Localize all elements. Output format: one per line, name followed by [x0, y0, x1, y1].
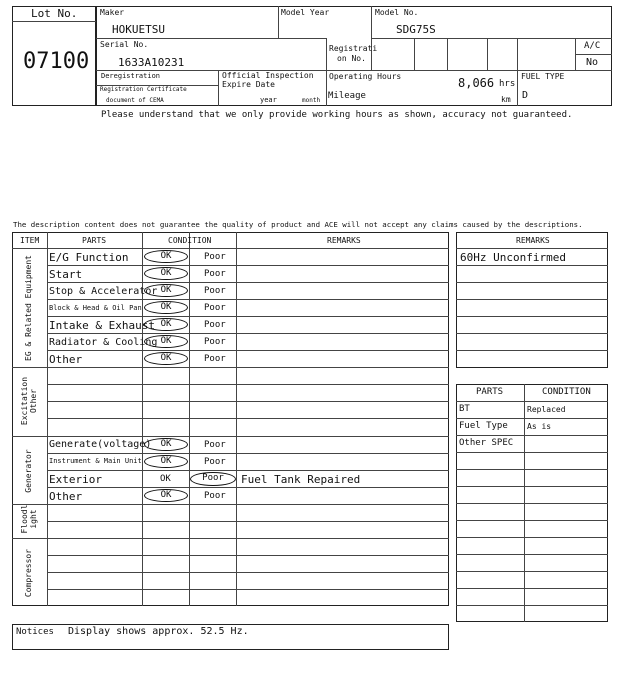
gen-poor-1: Poor	[204, 440, 226, 450]
registration-label-2: on No.	[337, 54, 366, 63]
eg-condition-ok-5: OK	[144, 318, 188, 331]
condition-header: CONDITION	[168, 236, 212, 245]
gen-remark-3: Fuel Tank Repaired	[241, 473, 361, 486]
eg-part-1: E/G Function	[49, 251, 129, 264]
gen-condition-poor-3: Poor	[190, 472, 236, 486]
inspection-label-2: Expire Date	[222, 80, 275, 89]
gen-part-4: Other	[49, 490, 83, 503]
maker-label: Maker	[100, 8, 125, 17]
eg-condition-ok-6: OK	[144, 335, 188, 348]
serial-no-value: 1633A10231	[118, 56, 185, 69]
lot-no-label: Lot No.	[31, 7, 78, 20]
eg-poor-4: Poor	[204, 303, 226, 313]
gen-part-3: Exterior	[49, 473, 102, 486]
eg-part-2: Start	[49, 268, 83, 281]
gen-poor-4: Poor	[204, 491, 226, 501]
description-note: The description content does not guarantee the quality of product and ACE will not accept any claims caused by the descriptions.	[13, 220, 583, 229]
operating-hours-value: 8,066	[458, 76, 495, 90]
mileage-label: Mileage	[328, 91, 366, 101]
fuel-type-value: D	[522, 90, 529, 101]
group-label-generator: Generator	[24, 449, 33, 493]
fuel-type-label: FUEL TYPE	[521, 72, 565, 81]
side-condition-bt: Replaced	[527, 405, 566, 414]
deregistration-label: Deregistration	[101, 72, 161, 80]
eg-condition-ok-3: OK	[144, 284, 188, 297]
working-hours-disclaimer: Please understand that we only provide working hours as shown, accuracy not guaranteed.	[101, 110, 573, 120]
model-no-value: SDG75S	[396, 23, 436, 36]
side-condition-header: CONDITION	[542, 387, 591, 397]
gen-poor-2: Poor	[204, 457, 226, 467]
remarks-header: REMARKS	[327, 236, 361, 245]
year-label: year	[260, 96, 277, 104]
group-label-floodlight: Floodl ight	[20, 504, 38, 534]
eg-part-5: Intake & Exhaust	[49, 319, 155, 332]
km-unit: km	[501, 95, 511, 104]
ac-label: A/C	[584, 41, 601, 51]
maker-value: HOKUETSU	[112, 23, 165, 36]
eg-poor-1: Poor	[204, 252, 226, 262]
inspection-label-1: Official Inspection	[222, 71, 314, 80]
cema-document-label: document of CEMA	[106, 97, 164, 104]
eg-part-4: Block & Head & Oil Pan	[49, 304, 142, 312]
model-year-label: Model Year	[281, 8, 330, 17]
registration-label-1: Registrati	[329, 44, 378, 53]
side-part-other-spec: Other SPEC	[459, 438, 514, 448]
month-label: month	[302, 97, 321, 104]
lot-no-value: 07100	[23, 49, 90, 74]
eg-poor-3: Poor	[204, 286, 226, 296]
side-remark-1: 60Hz Unconfirmed	[460, 251, 566, 264]
eg-condition-ok-2: OK	[144, 267, 188, 280]
ac-value: No	[586, 57, 599, 68]
hrs-unit: hrs	[499, 79, 516, 89]
eg-part-7: Other	[49, 353, 83, 366]
eg-poor-6: Poor	[204, 337, 226, 347]
side-parts-header: PARTS	[476, 387, 504, 397]
group-label-excitation: Excitation Other	[20, 376, 38, 426]
notices-text: Display shows approx. 52.5 Hz.	[68, 626, 249, 637]
eg-condition-ok-1: OK	[144, 250, 188, 263]
eg-poor-2: Poor	[204, 269, 226, 279]
group-label-compressor: Compressor	[24, 548, 33, 598]
gen-part-2: Instrument & Main Unit	[49, 457, 142, 465]
side-remarks-header: REMARKS	[516, 236, 550, 245]
model-no-label: Model No.	[375, 8, 419, 17]
gen-ok-plain-3: OK	[160, 474, 171, 484]
side-part-fuel-type: Fuel Type	[459, 421, 508, 431]
notices-label: Notices	[16, 627, 54, 637]
group-label-eg: EG & Related Equipment	[24, 255, 33, 361]
eg-condition-ok-7: OK	[144, 352, 188, 365]
gen-condition-ok-1: OK	[144, 438, 188, 451]
operating-hours-label: Operating Hours	[329, 72, 402, 81]
parts-header: PARTS	[82, 236, 107, 245]
serial-no-label: Serial No.	[100, 40, 149, 49]
gen-condition-ok-2: OK	[144, 455, 188, 468]
gen-part-1: Generate(voltage)	[49, 439, 152, 450]
eg-part-3: Stop & Accelerator	[49, 286, 158, 297]
item-header: ITEM	[20, 236, 40, 245]
registration-cert-label: Registration Certificate	[100, 86, 187, 93]
eg-part-6: Radiator & Cooling	[49, 337, 158, 348]
eg-condition-ok-4: OK	[144, 301, 188, 314]
eg-poor-7: Poor	[204, 354, 226, 364]
eg-poor-5: Poor	[204, 320, 226, 330]
gen-condition-ok-4: OK	[144, 489, 188, 502]
side-part-bt: BT	[459, 404, 470, 414]
side-condition-fuel-type: As is	[527, 422, 552, 431]
